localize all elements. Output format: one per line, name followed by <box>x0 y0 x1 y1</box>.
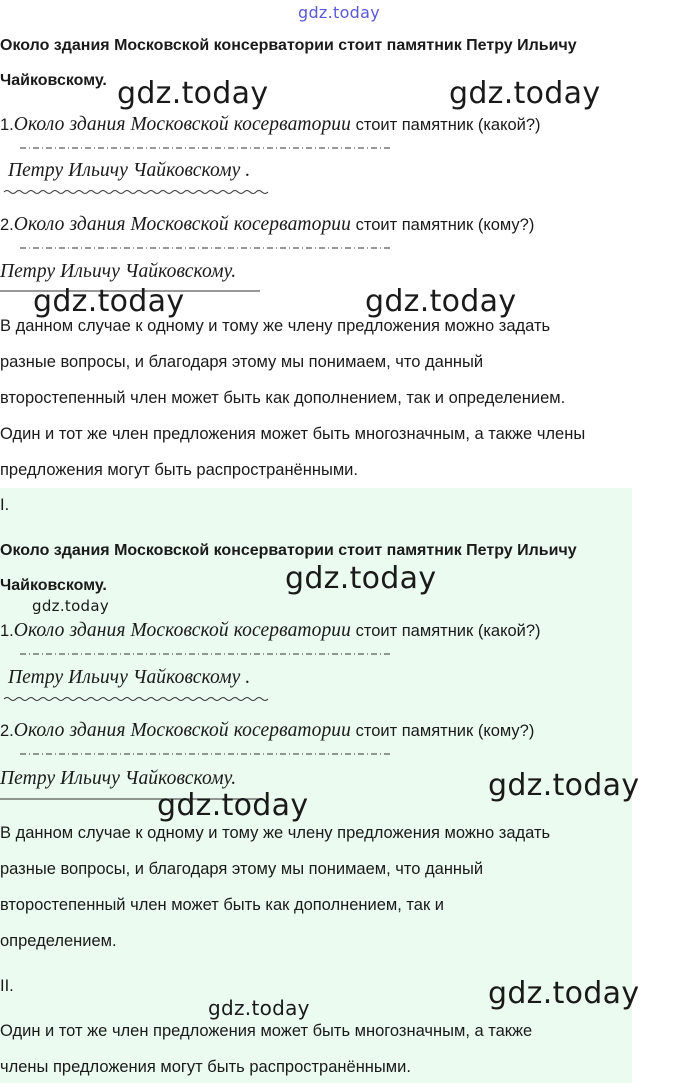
answer-1: Петру Ильичу Чайковскому . <box>8 667 251 688</box>
example-question: стоит памятник (какой?) <box>355 116 541 134</box>
paragraph-line: В данном случае к одному и тому же члену предложения можно задать <box>0 317 551 335</box>
answer-1: Петру Ильичу Чайковскому . <box>8 160 251 181</box>
example-phrase: Около здания Московской косерватории <box>13 620 351 641</box>
watermark: gdz.today <box>365 284 517 319</box>
watermark: gdz.today <box>488 976 640 1011</box>
paragraph-line: второстепенный член может быть как дополнением, так и определением. <box>0 389 566 407</box>
paragraph-line: второстепенный член может быть как дополнением, так и <box>0 896 445 914</box>
watermark: gdz.today <box>117 76 269 111</box>
answer-2: Петру Ильичу Чайковскому. <box>0 261 237 282</box>
paragraph-line: разные вопросы, и благодаря этому мы понимаем, что данный <box>0 860 484 878</box>
watermark: gdz.today <box>285 561 437 596</box>
example-question: стоит памятник (кому?) <box>355 216 535 234</box>
wavy-underline <box>4 696 272 702</box>
example-number: 2. <box>0 216 14 234</box>
watermark: gdz.today <box>157 788 309 823</box>
dash-dot-underline <box>20 245 390 251</box>
example-question: стоит памятник (какой?) <box>355 622 541 640</box>
example-2 <box>0 215 534 235</box>
example-number: 2. <box>0 722 14 740</box>
watermark: gdz.today <box>488 768 640 803</box>
paragraph-line: Один и тот же член предложения может быть многозначным, а также <box>0 1022 533 1040</box>
example-phrase: Около здания Московской косерватории <box>13 720 351 741</box>
heading-line-1: Около здания Московской консерватории стоит памятник Петру Ильичу <box>0 37 577 54</box>
paragraph-line: разные вопросы, и благодаря этому мы понимаем, что данный <box>0 353 484 371</box>
paragraph-line: В данном случае к одному и тому же члену предложения можно задать <box>0 824 551 842</box>
section-numeral: II. <box>0 977 14 995</box>
example-phrase: Около здания Московской косерватории <box>13 214 351 235</box>
wavy-underline <box>4 189 272 195</box>
paragraph-line: предложения могут быть распространёнными. <box>0 461 358 479</box>
heading-line-2: Чайковскому. <box>0 72 107 89</box>
example-number: 1. <box>0 116 14 134</box>
example-1 <box>0 621 541 641</box>
watermark: gdz.today <box>33 284 185 319</box>
heading-line-1: Около здания Московской консерватории стоит памятник Петру Ильичу <box>0 542 577 559</box>
watermark: gdz.today <box>298 3 380 22</box>
example-question: стоит памятник (кому?) <box>355 722 535 740</box>
heading-line-2: Чайковскому. <box>0 577 107 594</box>
example-number: 1. <box>0 622 14 640</box>
paragraph-line: определением. <box>0 932 117 950</box>
dash-dot-underline <box>20 145 390 151</box>
paragraph-line: члены предложения могут быть распространёнными. <box>0 1058 411 1076</box>
example-1 <box>0 115 541 135</box>
example-phrase: Около здания Московской косерватории <box>13 114 351 135</box>
dash-dot-underline <box>20 751 390 757</box>
dash-dot-underline <box>20 651 390 657</box>
answer-2: Петру Ильичу Чайковскому. <box>0 768 237 789</box>
watermark: gdz.today <box>449 76 601 111</box>
watermark: gdz.today <box>208 996 310 1020</box>
paragraph-line: Один и тот же член предложения может быть многозначным, а также члены <box>0 425 586 443</box>
section-numeral: I. <box>0 496 10 514</box>
example-2 <box>0 721 534 741</box>
watermark: gdz.today <box>32 597 110 615</box>
